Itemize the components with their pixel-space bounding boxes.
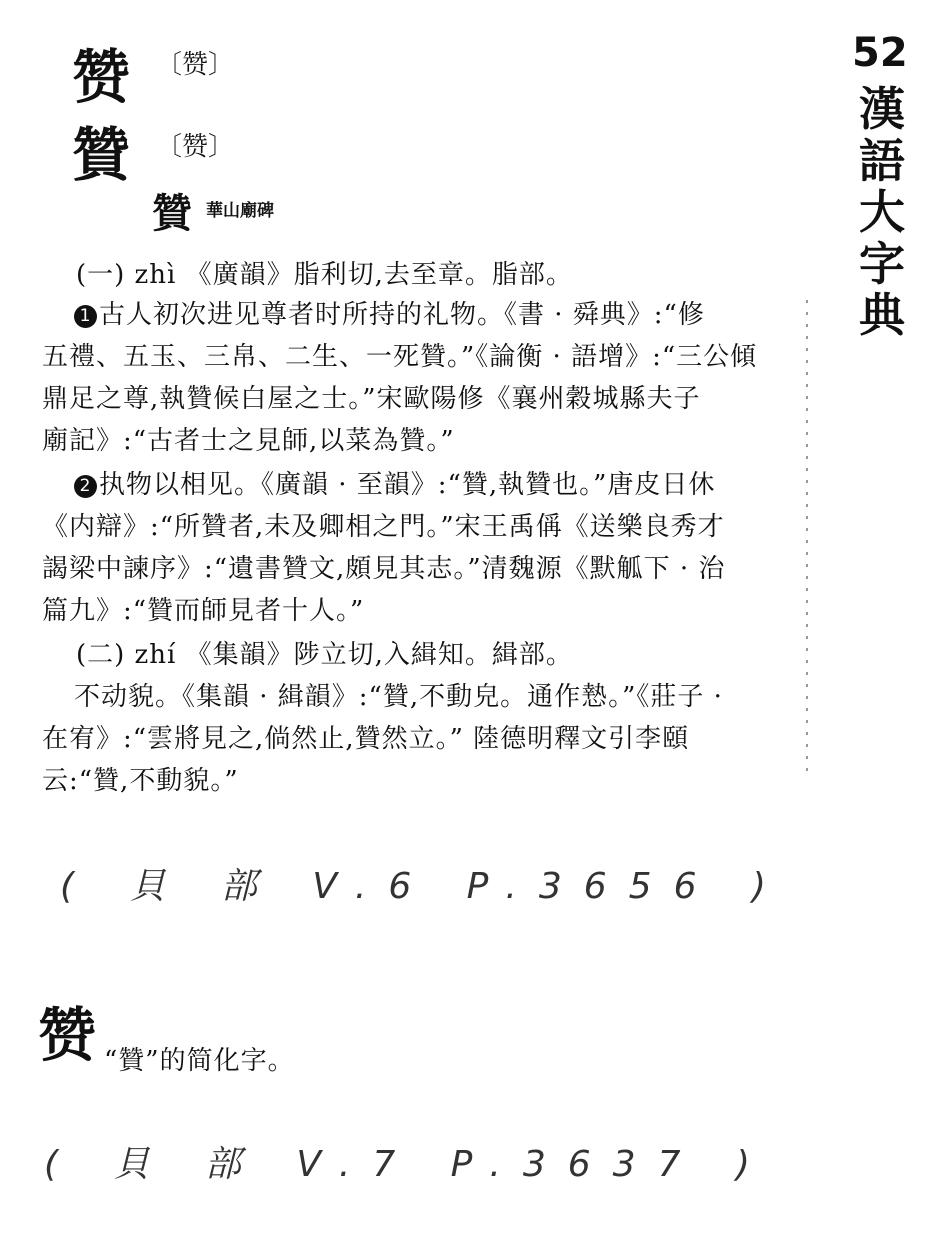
stele-character: 贊 — [152, 190, 192, 237]
handwritten-reference-2: ( 貝 部 V.7 P.3637 ) — [44, 1144, 772, 1185]
sense-1-line-2: 五禮、五玉、三帛、二生、一死贊。”《論衡 · 語增》:“三公傾 — [42, 342, 758, 372]
section-2-line-1: 不动貌。《集韻 · 緝韻》:“贊,不動皃。通作慹。”《莊子 · — [74, 682, 723, 712]
section-1-header: (一) zhì 《廣韻》脂利切,去至章。脂部。 — [76, 260, 573, 290]
sense-2-text: 执物以相见。《廣韻 · 至韻》:“贊,執贊也。”唐皮日休 — [99, 470, 716, 500]
sense-2-line-4: 篇九》:“贊而師見者十人。” — [42, 596, 365, 626]
sense-2-line-2: 《内辯》:“所贊者,未及卿相之門。”宋王禹偁《送樂良秀才 — [42, 512, 725, 542]
sense-1-line-4: 廟記》:“古者士之見師,以菜為贊。” — [42, 426, 455, 456]
stele-caption: 華山廟碑 — [206, 201, 274, 221]
variant-label-2: 〔赞〕 — [156, 132, 235, 162]
section-2-line-2: 在宥》:“雲將見之,倘然止,贊然立。” 陸德明釋文引李頤 — [42, 724, 690, 754]
sense-number-2: 2 — [74, 475, 97, 498]
head-character-variant-1: 赞 — [72, 43, 131, 111]
section-2-line-3: 云:“贊,不動貌。” — [42, 766, 239, 796]
sense-number-1: 1 — [74, 305, 97, 328]
sense-1-line-1 — [74, 294, 705, 331]
variant-label-1: 〔赞〕 — [156, 50, 235, 80]
scan-edge-dots — [806, 300, 808, 780]
head-character-variant-2: 贊 — [72, 121, 131, 189]
sense-1-line-3: 鼎足之尊,執贊候白屋之士。”宋歐陽修《襄州穀城縣夫子 — [42, 384, 701, 414]
handwritten-reference-1: ( 貝 部 V.6 P.3656 ) — [60, 866, 788, 907]
entry-2-head-character: 赞 — [38, 1001, 97, 1069]
sense-2-line-1 — [74, 464, 715, 501]
entry-2-definition: “贊”的简化字。 — [104, 1046, 295, 1076]
sense-1-text: 古人初次进见尊者时所持的礼物。《書 · 舜典》:“修 — [99, 300, 705, 330]
dictionary-title: 漢語大字典 — [859, 82, 905, 343]
section-2-header: (二) zhí 《集韻》陟立切,入緝知。緝部。 — [76, 640, 573, 670]
page-number: 52 — [852, 30, 908, 76]
sense-2-line-3: 謁梁中諫序》:“遺書贊文,頗見其志。”清魏源《默觚下 · 治 — [42, 554, 726, 584]
